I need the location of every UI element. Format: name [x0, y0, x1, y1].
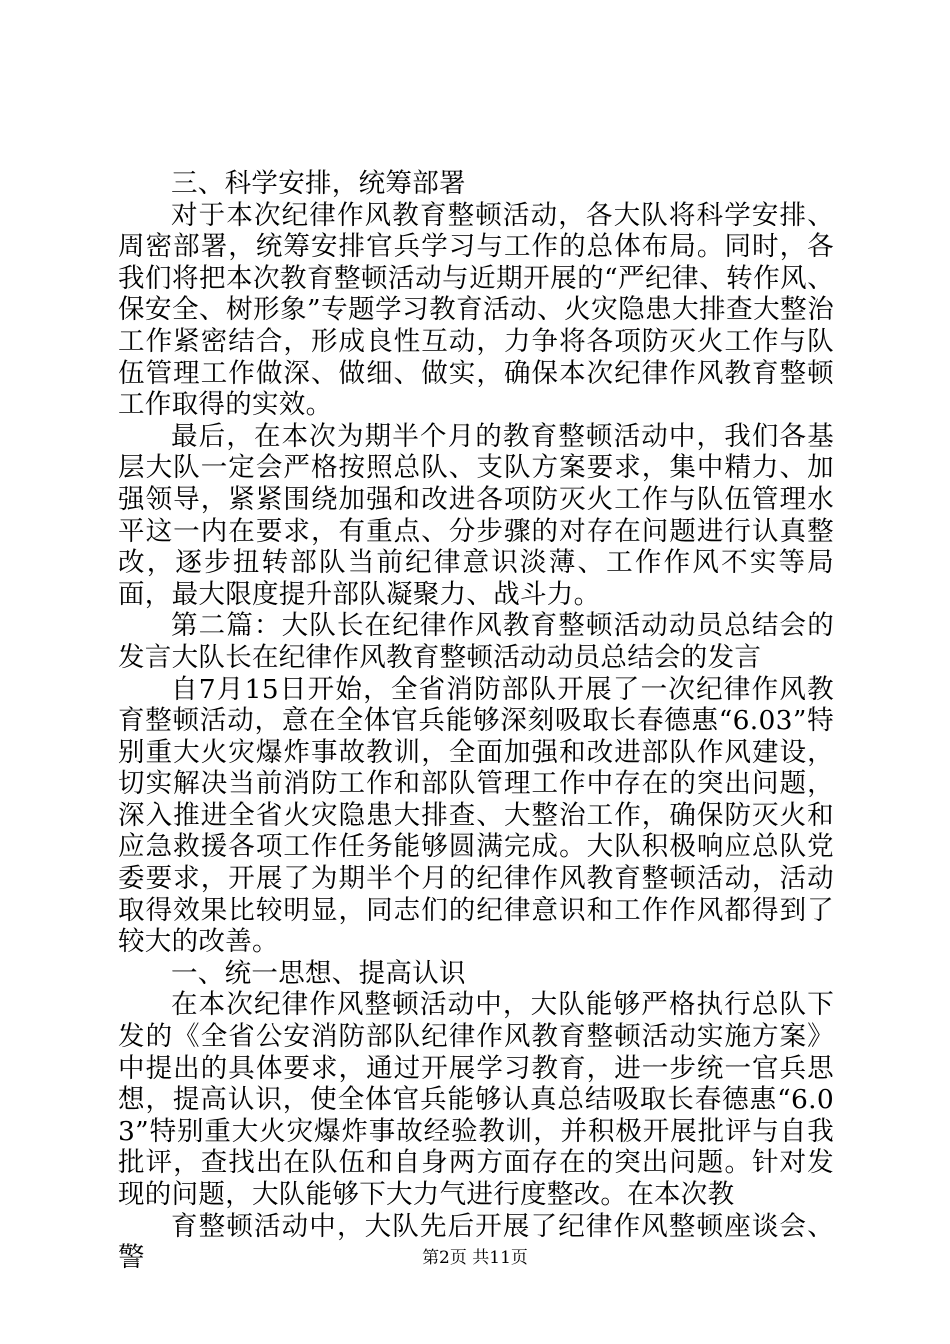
- document-body: [118, 168, 834, 1274]
- section-heading-arrangement: 三、科学安排，统筹部署: [171, 168, 466, 199]
- paragraph-intro: 自7月15日开始，全省消防部队开展了一次纪律作风教育整顿活动，意在全体官兵能够深刻吸取长春德惠“6.03”特别重大火灾爆炸事故教训，全面加强和改进部队作风建设，切实解决当前消防工作和部队管理工作中存在的突出问题，深入推进全省火灾隐患大排查、大整治工作，确保防灭火和应急救援各项工作任务能够圆满完成。大队积极响应总队党委要求，开展了为期半个月的纪律作风教育整顿活动，活动取得效果比较明显，同志们的纪律意识和工作作风都得到了较大的改善。: [118, 673, 834, 958]
- paragraph-continued: 育整顿活动中，大队先后开展了纪律作风整顿座谈会、警: [118, 1210, 834, 1274]
- page-number-footer: 第2页 共11页: [422, 1248, 528, 1268]
- paragraph-conclusion: 最后，在本次为期半个月的教育整顿活动中，我们各基层大队一定会严格按照总队、支队方案要求，集中精力、加强领导，紧紧围绕加强和改进各项防灭火工作与队伍管理水平这一内在要求，有重点、分步骤的对存在问题进行认真整改，逐步扭转部队当前纪律意识淡薄、工作作风不实等局面，最大限度提升部队凝聚力、战斗力。: [118, 420, 834, 610]
- section-heading-unify-thinking: 一、统一思想、提高认识: [171, 957, 466, 989]
- paragraph-rectification: 在本次纪律作风整顿活动中，大队能够严格执行总队下发的《全省公安消防部队纪律作风教育整顿活动实施方案》中提出的具体要求，通过开展学习教育，进一步统一官兵思想，提高认识，使全体官兵能够认真总结吸取长春德惠“6.03”特别重大火灾爆炸事故经验教训，并积极开展批评与自我批评，查找出在队伍和自身两方面存在的突出问题。针对发现的问题，大队能够下大力气进行度整改。在本次教: [118, 989, 834, 1210]
- paragraph-arrangement: 对于本次纪律作风教育整顿活动，各大队将科学安排、周密部署，统筹安排官兵学习与工作的总体布局。同时，各我们将把本次教育整顿活动与近期开展的“严纪律、转作风、保安全、树形象”专题学习教育活动、火灾隐患大排查大整治工作紧密结合，形成良性互动，力争将各项防灭火工作与队伍管理工作做深、做细、做实，确保本次纪律作风教育整顿工作取得的实效。: [118, 199, 834, 421]
- chapter-two-title: 第二篇：大队长在纪律作风教育整顿活动动员总结会的发言大队长在纪律作风教育整顿活动动员总结会的发言: [118, 610, 834, 673]
